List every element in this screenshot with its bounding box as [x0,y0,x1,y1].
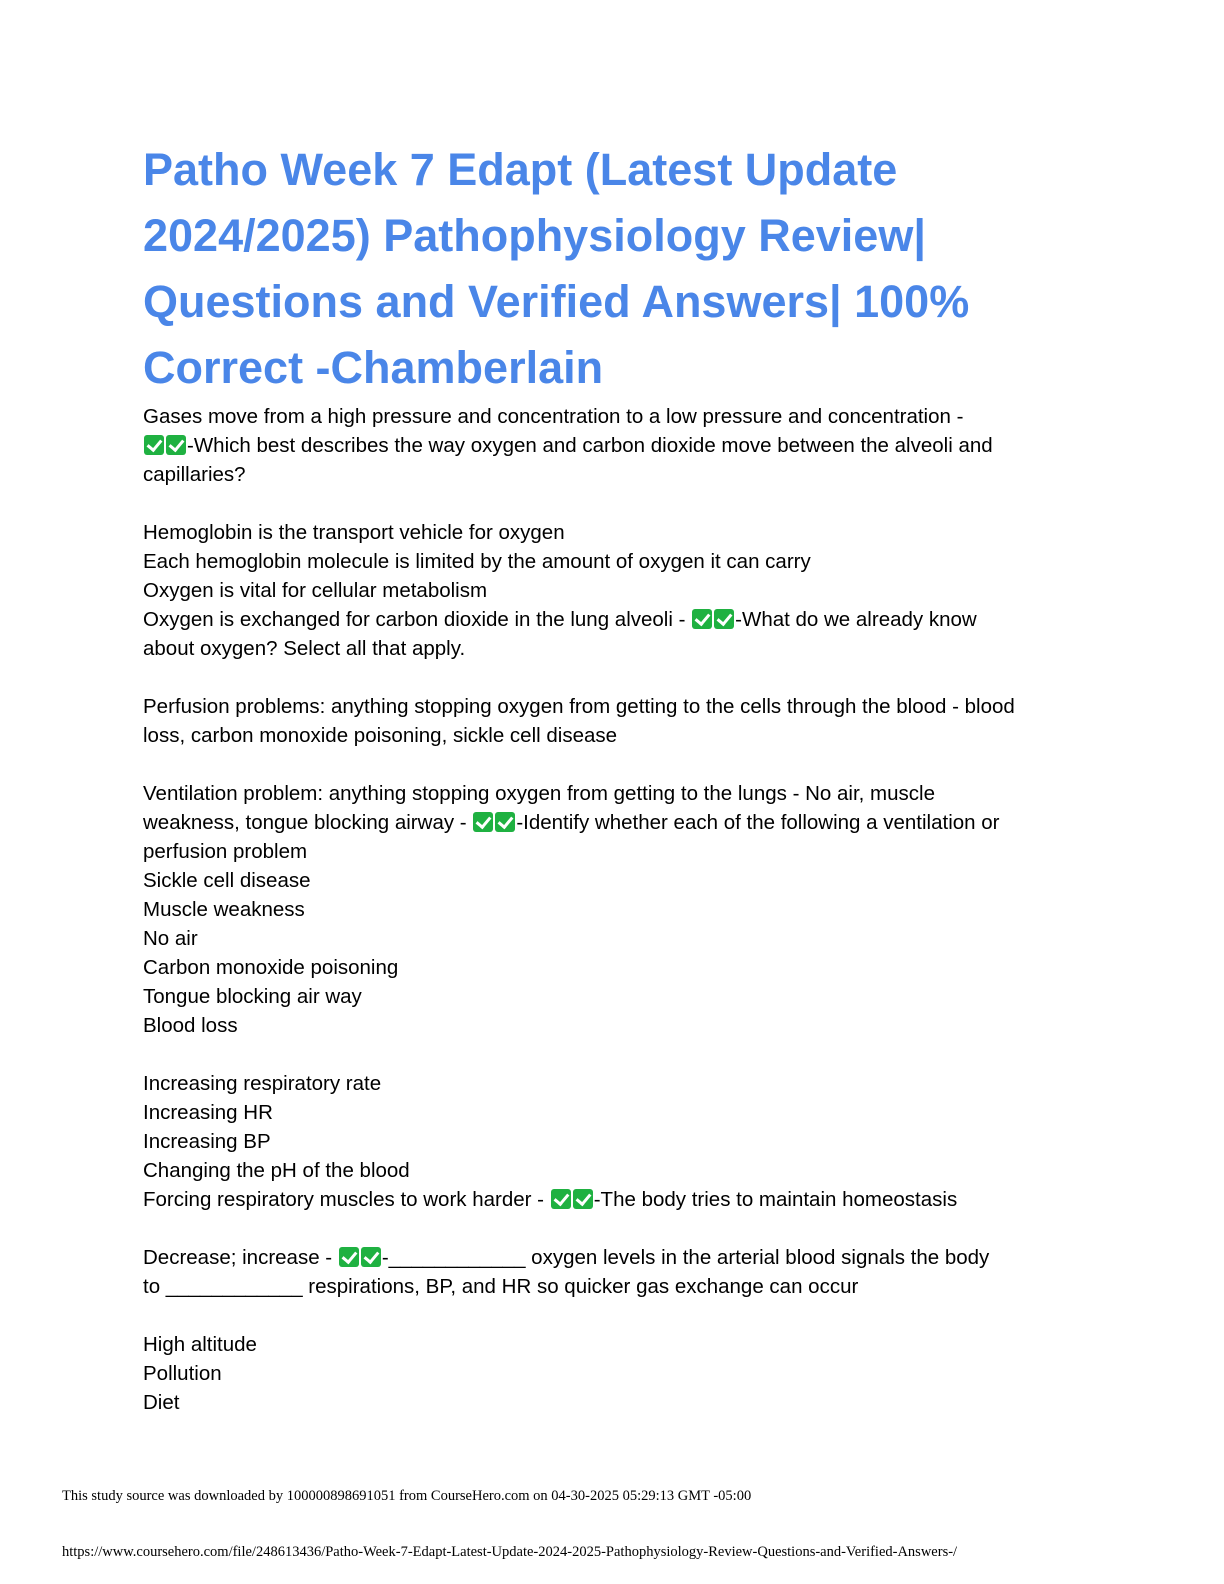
line-text: Increasing respiratory rate [143,1072,382,1095]
line-text: Oxygen is vital for cellular metabolism [143,579,488,602]
line-text: Each hemoglobin molecule is limited by the amount of oxygen it can carry [143,550,811,573]
paragraph-gap [143,1040,1078,1069]
check-mark-icon [473,812,493,832]
check-mark-icon [144,435,164,455]
line-text: Tongue blocking air way [143,985,362,1008]
text-line [143,605,1078,634]
line-text: Blood loss [143,1014,238,1037]
line-text: Increasing BP [143,1130,271,1153]
line-text-after-check: -What do we already know [735,608,977,631]
check-mark-icon [339,1247,359,1267]
check-mark-icon [166,435,186,455]
line-text: Increasing HR [143,1101,273,1124]
check-mark-icon [551,1189,571,1209]
line-text: to ____________ respirations, BP, and HR so quicker gas exchange can occur [143,1275,859,1298]
download-source-note: This study source was downloaded by 100000898691051 from CourseHero.com on 04-30-2025 05:29:13 GMT -05:00 [62,1488,752,1504]
line-text: Decrease; increase - [143,1246,338,1269]
text-line [143,1272,1078,1301]
line-text: Muscle weakness [143,898,305,921]
qa-block [143,1243,1078,1301]
line-text: Forcing respiratory muscles to work harder - [143,1188,550,1211]
title-line: Questions and Verified Answers| 100% [143,276,970,327]
text-line [143,1243,1078,1272]
text-line [143,837,1078,866]
text-line [143,895,1078,924]
text-line [143,1156,1078,1185]
line-text: No air [143,927,198,950]
text-line [143,634,1078,663]
check-mark-icon [361,1247,381,1267]
line-text: Ventilation problem: anything stopping oxygen from getting to the lungs - No air, muscle [143,782,935,805]
text-line [143,1185,1078,1214]
text-line [143,402,1078,431]
qa-block [143,518,1078,663]
paragraph-gap [143,1214,1078,1243]
text-line [143,953,1078,982]
line-text: about oxygen? Select all that apply. [143,637,466,660]
text-line [143,1098,1078,1127]
line-text: Changing the pH of the blood [143,1159,410,1182]
text-line [143,982,1078,1011]
title-line: 2024/2025) Pathophysiology Review| [143,210,926,261]
text-line [143,1011,1078,1040]
qa-block [143,402,1078,489]
document-body [143,402,1078,1417]
text-line [143,576,1078,605]
line-text: Oxygen is exchanged for carbon dioxide in the lung alveoli - [143,608,692,631]
text-line [143,1330,1078,1359]
line-text: Sickle cell disease [143,869,311,892]
text-line [143,1359,1078,1388]
text-line [143,866,1078,895]
line-text-after-check: -____________ oxygen levels in the arterial blood signals the body [381,1246,990,1269]
text-line [143,692,1078,721]
line-text: High altitude [143,1333,257,1356]
title-line: Correct -Chamberlain [143,342,604,393]
check-mark-icon [573,1189,593,1209]
text-line [143,1127,1078,1156]
line-text: capillaries? [143,463,246,486]
text-line [143,518,1078,547]
paragraph-gap [143,750,1078,779]
check-mark-icon [714,609,734,629]
check-mark-icon [692,609,712,629]
qa-block [143,779,1078,1040]
paragraph-gap [143,663,1078,692]
text-line [143,431,1078,460]
qa-block [143,692,1078,750]
text-line [143,547,1078,576]
paragraph-gap [143,489,1078,518]
text-line [143,779,1078,808]
line-text-after-check: -The body tries to maintain homeostasis [593,1188,958,1211]
text-line [143,460,1078,489]
check-mark-icon [495,812,515,832]
line-text: Pollution [143,1362,222,1385]
line-text: Carbon monoxide poisoning [143,956,399,979]
page-title [143,137,1143,401]
line-text: Perfusion problems: anything stopping oxygen from getting to the cells through the blood - blood [143,695,1015,718]
text-line [143,721,1078,750]
text-line [143,808,1078,837]
source-url: https://www.coursehero.com/file/248613436/Patho-Week-7-Edapt-Latest-Update-2024-2025-Pathophysiology-Review-Questions-and-Verified-Answers-/ [62,1544,958,1560]
title-line: Patho Week 7 Edapt (Latest Update [143,144,898,195]
qa-block [143,1069,1078,1214]
line-text: Gases move from a high pressure and concentration to a low pressure and concentration - [143,405,964,428]
line-text-after-check: -Which best describes the way oxygen and carbon dioxide move between the alveoli and [187,434,993,457]
line-text-after-check: -Identify whether each of the following a ventilation or [516,811,1000,834]
text-line [143,1388,1078,1417]
line-text: Hemoglobin is the transport vehicle for oxygen [143,521,565,544]
line-text: weakness, tongue blocking airway - [143,811,473,834]
paragraph-gap [143,1301,1078,1330]
line-text: Diet [143,1391,180,1414]
line-text: loss, carbon monoxide poisoning, sickle cell disease [143,724,618,747]
text-line [143,1069,1078,1098]
line-text: perfusion problem [143,840,308,863]
text-line [143,924,1078,953]
qa-block [143,1330,1078,1417]
